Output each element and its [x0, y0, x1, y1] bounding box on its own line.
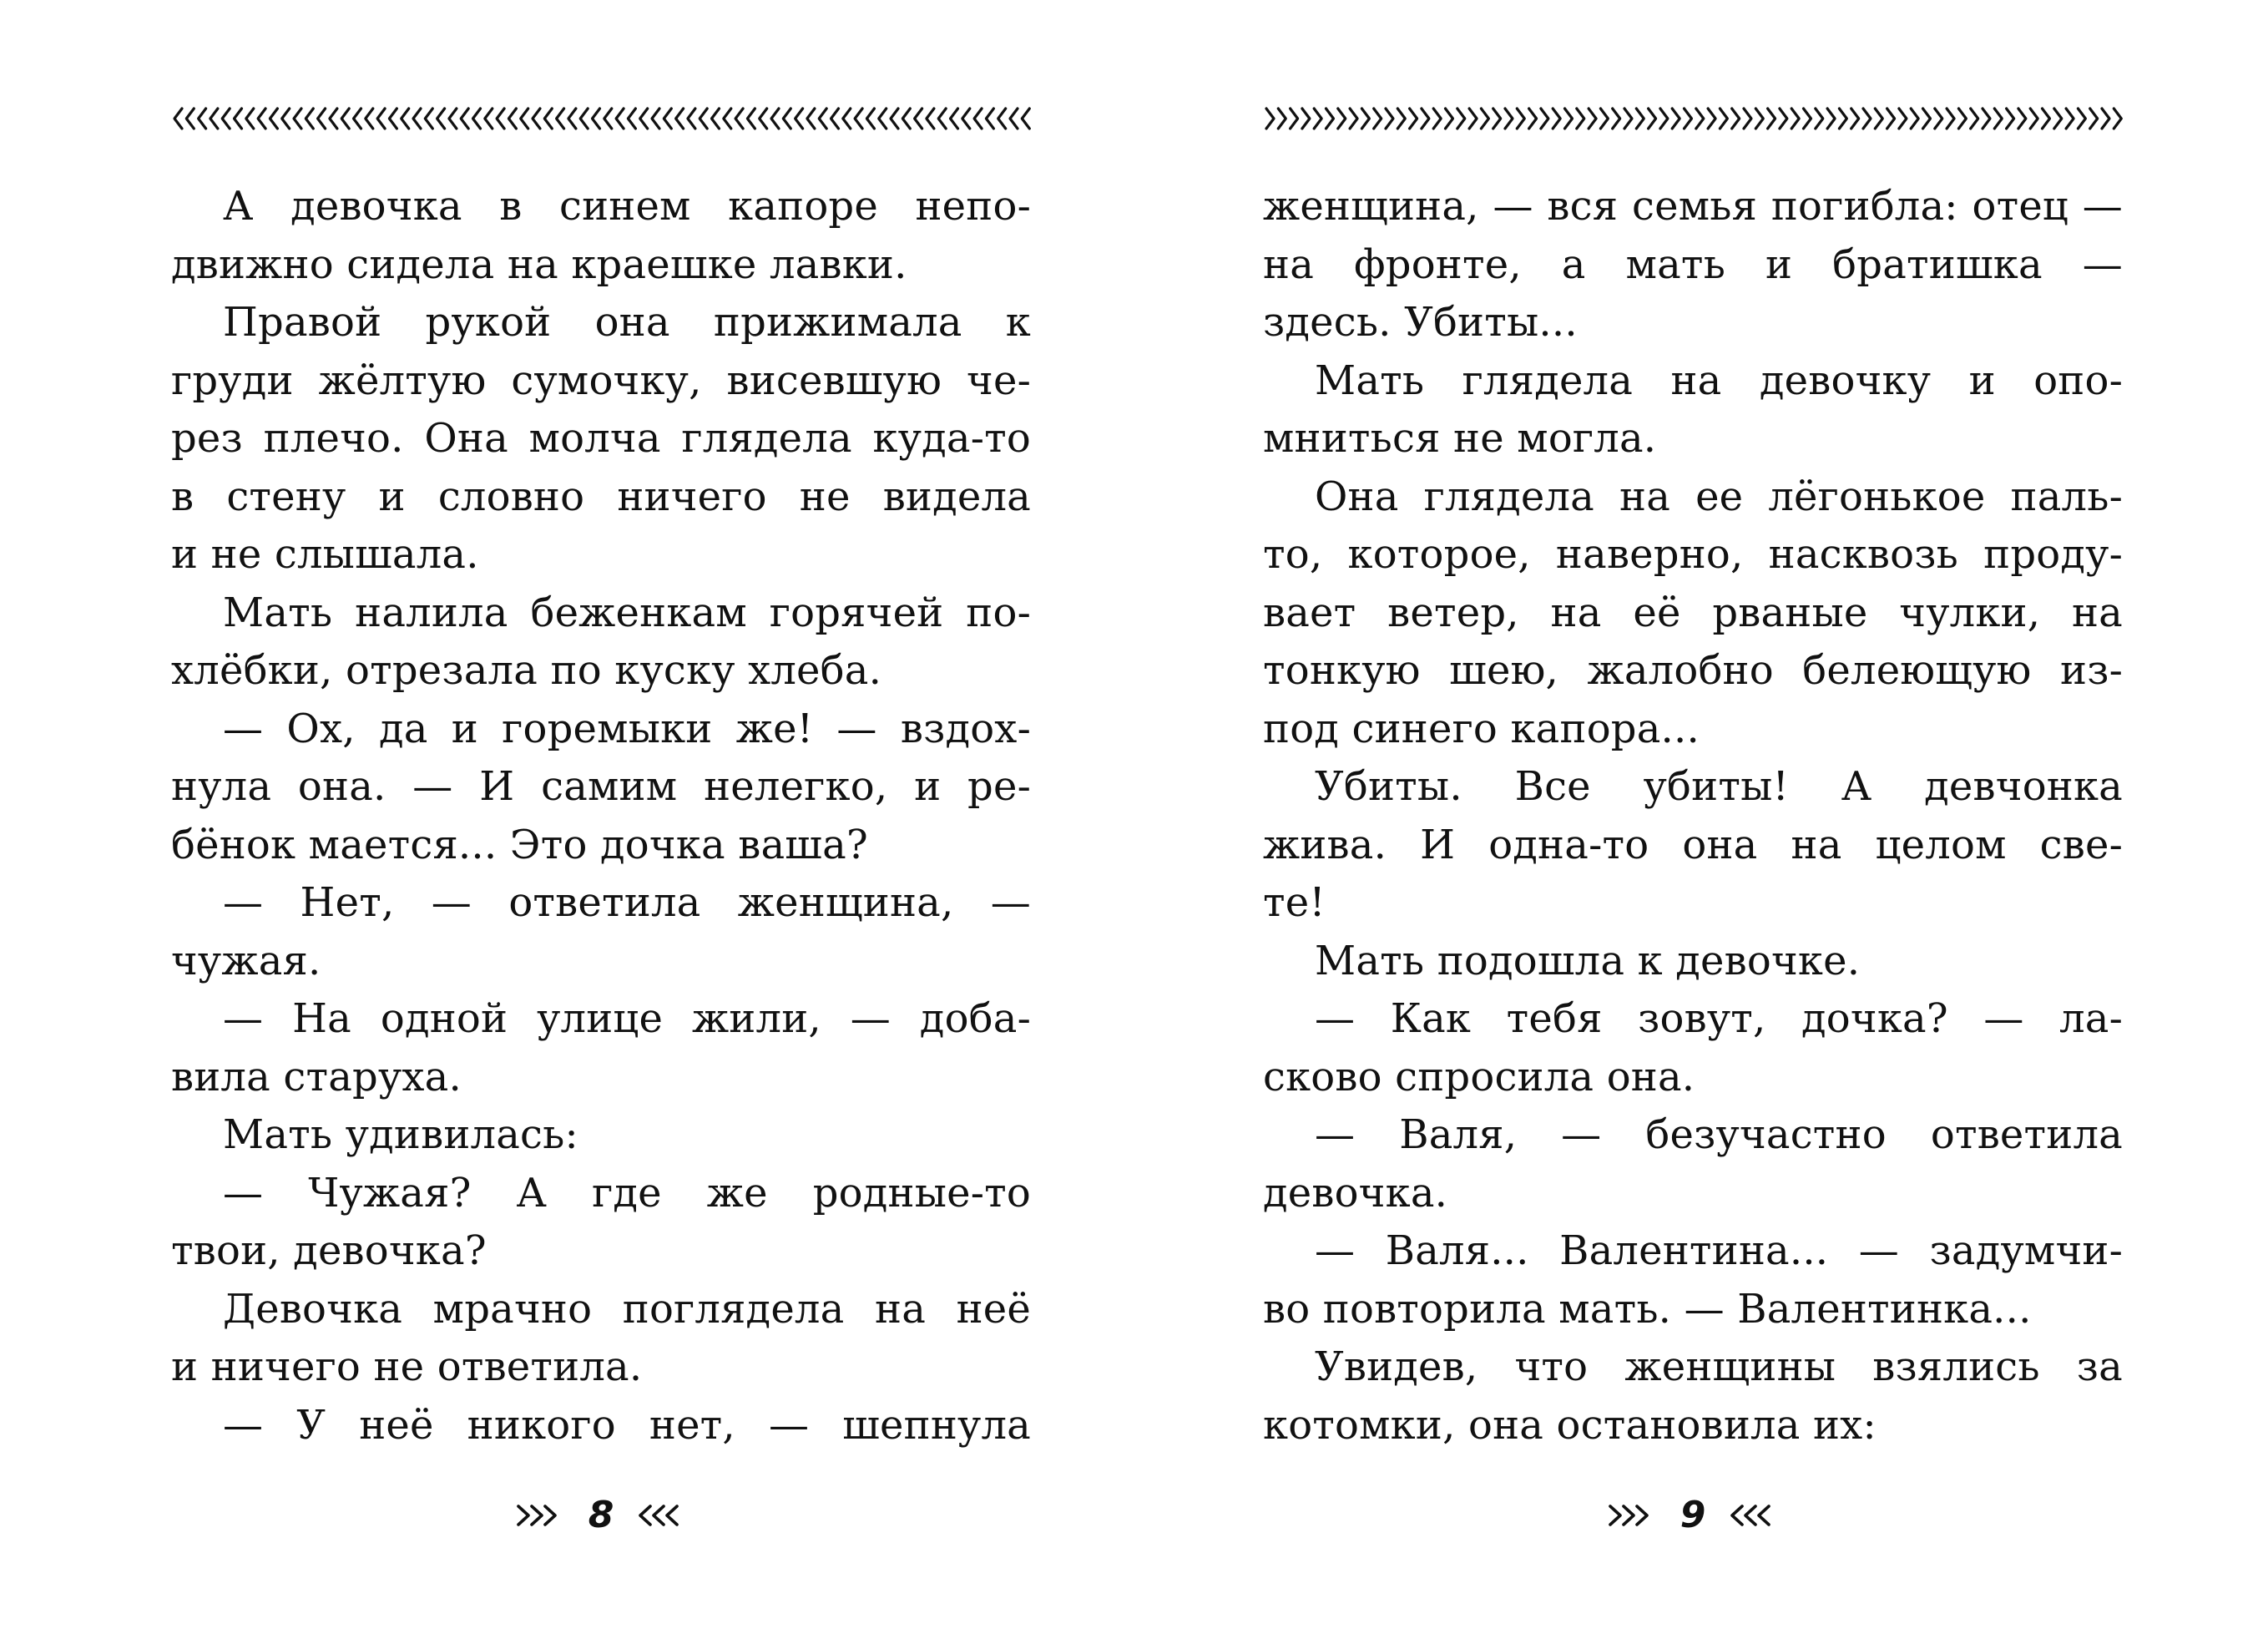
text-line: Мать подошла к девочке.: [1315, 937, 1861, 984]
right-page: [1263, 0, 2131, 1644]
chevron-right-band-icon: [1263, 102, 2123, 135]
text-line: то, которое, наверно, насквозь проду-: [1263, 531, 2123, 578]
text-line: девочка.: [1263, 1169, 1448, 1217]
text-line: — У неё никого нет, — шепнула: [223, 1401, 1031, 1449]
text-line: женщина, — вся семья погибла: отец —: [1263, 183, 2123, 230]
left-page-text: [171, 178, 1031, 1454]
chevron-right-triple-icon: [1605, 1501, 1659, 1530]
text-line: бёнок мается... Это дочка ваша?: [171, 821, 868, 868]
text-line: — Нет, — ответила женщина, —: [223, 879, 1031, 926]
right-page-folio: [1263, 1490, 2123, 1540]
text-line: Мать удивилась:: [223, 1111, 578, 1158]
chevron-left-triple-icon: [1727, 1501, 1781, 1530]
text-line: — Чужая? А где же родные-то: [223, 1169, 1031, 1217]
text-line: здесь. Убиты...: [1263, 299, 1578, 346]
text-line: и ничего не ответила.: [171, 1343, 643, 1390]
text-line: во повторила мать. — Валентинка...: [1263, 1285, 2032, 1333]
text-line: под синего капора...: [1263, 705, 1700, 752]
text-line: А девочка в синем капоре непо-: [223, 183, 1031, 230]
text-line: — Как тебя зовут, дочка? — ла-: [1315, 995, 2123, 1042]
text-line: Она глядела на ее лёгонькое паль-: [1315, 473, 2123, 520]
text-line: жива. И одна-то она на целом све-: [1263, 821, 2123, 868]
text-line: — Ох, да и горемыки же! — вздох-: [223, 705, 1031, 752]
left-page: [171, 0, 1039, 1644]
text-line: Правой рукой она прижимала к: [223, 299, 1031, 346]
chevron-left-band-icon: [171, 102, 1031, 135]
text-line: Девочка мрачно поглядела на неё: [223, 1285, 1031, 1333]
text-line: мниться не могла.: [1263, 415, 1657, 462]
left-page-folio: [171, 1490, 1031, 1540]
text-line: груди жёлтую сумочку, висевшую че-: [171, 357, 1031, 404]
text-line: тонкую шею, жалобно белеющую из-: [1263, 647, 2123, 694]
page-number: 9: [1680, 1494, 1706, 1536]
text-line: рез плечо. Она молча глядела куда-то: [171, 415, 1031, 462]
chevron-left-triple-icon: [635, 1501, 689, 1530]
text-line: Увидев, что женщины взялись за: [1315, 1343, 2123, 1390]
chevron-right-triple-icon: [513, 1501, 567, 1530]
text-line: нула она. — И самим нелегко, и ре-: [171, 763, 1031, 810]
text-line: твои, девочка?: [171, 1227, 487, 1274]
text-line: на фронте, а мать и братишка —: [1263, 240, 2123, 288]
text-line: Убиты. Все убиты! А девчонка: [1315, 763, 2123, 810]
text-line: хлёбки, отрезала по куску хлеба.: [171, 647, 882, 694]
page-number: 8: [588, 1494, 614, 1536]
text-line: Мать налила беженкам горячей по-: [223, 589, 1031, 636]
text-line: — На одной улице жили, — доба-: [223, 995, 1031, 1042]
text-line: те!: [1263, 879, 1326, 926]
text-line: вает ветер, на её рваные чулки, на: [1263, 589, 2123, 636]
text-line: — Валя... Валентина... — задумчи-: [1315, 1227, 2123, 1274]
text-line: чужая.: [171, 937, 321, 984]
text-line: Мать глядела на девочку и опо-: [1315, 357, 2123, 404]
text-line: котомки, она остановила их:: [1263, 1401, 1877, 1449]
text-line: сково спросила она.: [1263, 1053, 1695, 1100]
text-line: и не слышала.: [171, 531, 479, 578]
text-line: в стену и словно ничего не видела: [171, 473, 1031, 520]
text-line: вила старуха.: [171, 1053, 462, 1100]
text-line: — Валя, — безучастно ответила: [1315, 1111, 2123, 1158]
right-page-text: [1263, 178, 2123, 1454]
text-line: движно сидела на краешке лавки.: [171, 240, 907, 288]
